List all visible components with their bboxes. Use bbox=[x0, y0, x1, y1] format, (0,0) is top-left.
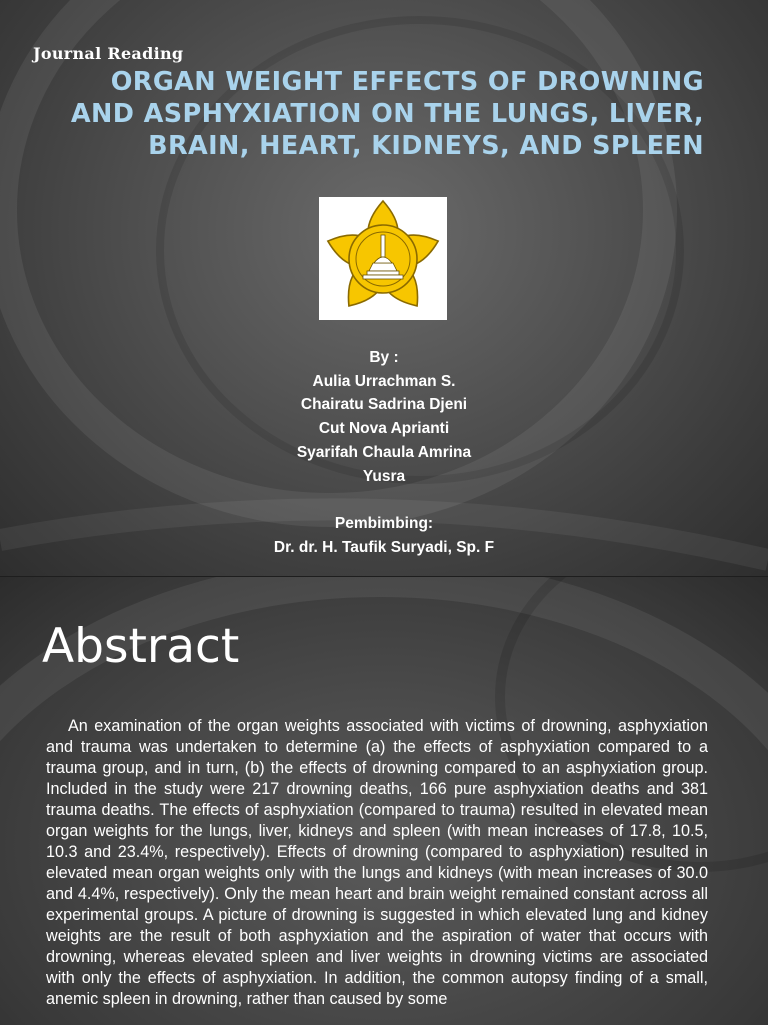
credits-block bbox=[0, 346, 768, 560]
title-line-1: ORGAN WEIGHT EFFECTS OF DROWNING bbox=[110, 67, 704, 97]
supervisor-name: Dr. dr. H. Taufik Suryadi, Sp. F bbox=[273, 538, 495, 556]
abstract-heading: Abstract bbox=[42, 619, 240, 674]
title-line-2: AND ASPHYXIATION ON THE LUNGS, LIVER, bbox=[70, 99, 704, 129]
author-5: Yusra bbox=[362, 467, 406, 485]
university-logo-icon bbox=[319, 197, 447, 320]
author-3: Cut Nova Aprianti bbox=[318, 420, 450, 438]
author-2: Chairatu Sadrina Djeni bbox=[300, 396, 468, 414]
presentation-title bbox=[24, 66, 704, 162]
journal-reading-label: Journal Reading bbox=[33, 44, 184, 63]
author-1: Aulia Urrachman S. bbox=[312, 372, 456, 390]
title-line-3: BRAIN, HEART, KIDNEYS, AND SPLEEN bbox=[148, 131, 704, 161]
abstract-slide bbox=[0, 576, 768, 1025]
abstract-body: An examination of the organ weights associated with victims of drowning, asphyxiation and trauma was undertaken to determine (a) the effects of asphyxiation compared to a trauma group, and in turn, (b) the effects of drowning compared to an asphyxiation group. Included in the study were 217 drowning deaths, 166 pure asphyxiation deaths and 381 trauma deaths. The effects of asphyxiation (compared to trauma) resulted in elevated mean organ weights for the lungs, liver, kidneys and spleen (with mean increases of 17.8, 10.5, 10.3 and 23.4%, respectively). Effects of drowning (compared to asphyxiation) resulted in elevated mean organ weights only with the lungs and kidneys (with mean increases of 30.0 and 4.4%, respectively). Only the mean heart and brain weight remained constant across all experimental groups. A picture of drowning is suggested in which elevated lung and kidney weights are the result of both asphyxiation and the aspiration of water that occurs with drowning, whereas elevated spleen and liver weights in drowning victims are associated with only the effects of asphyxiation. In addition, the common autopsy finding of a small, anemic spleen in drowning, rather than caused by some bbox=[46, 717, 708, 1008]
supervisor-label: Pembimbing: bbox=[334, 515, 434, 533]
credits-spacer bbox=[0, 488, 768, 512]
author-4: Syarifah Chaula Amrina bbox=[296, 443, 472, 461]
by-label: By : bbox=[369, 349, 399, 366]
